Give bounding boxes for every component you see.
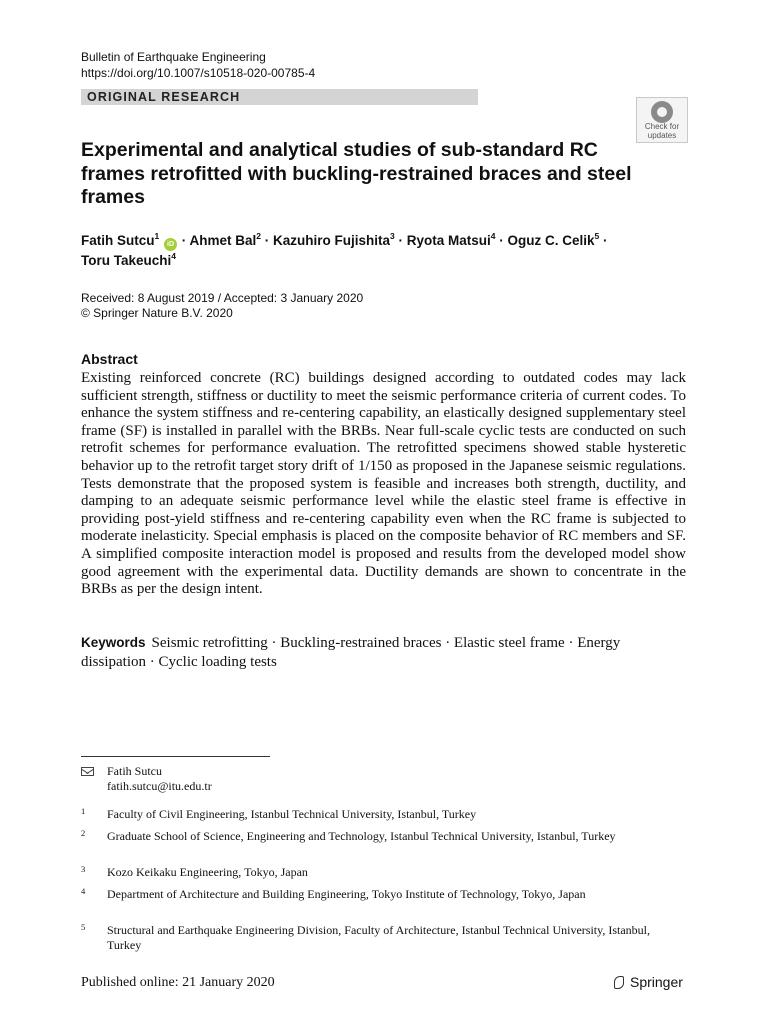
affiliation-text: Department of Architecture and Building Engineering, Tokyo Institute of Technology, Tokyo, Japan (107, 887, 586, 901)
author-name[interactable]: Oguz C. Celik (507, 233, 595, 248)
journal-name: Bulletin of Earthquake Engineering (81, 50, 266, 64)
journal-header (81, 49, 315, 81)
author-affiliation-sup: 4 (171, 251, 176, 261)
footnote-divider (81, 756, 270, 757)
received-accepted-dates: Received: 8 August 2019 / Accepted: 3 January 2020 (81, 291, 364, 305)
corresponding-author: Fatih Sutcu (107, 764, 163, 778)
affiliation-number: 5 (81, 922, 86, 932)
affiliation-text: Graduate School of Science, Engineering and Technology, Istanbul Technical University, Istanbul, Turkey (107, 829, 616, 843)
article-title: Experimental and analytical studies of sub-standard RC frames retrofitted with buckling-restrained braces and steel frames (81, 139, 632, 208)
author-name[interactable]: Toru Takeuchi (81, 253, 172, 268)
author-name[interactable]: Ahmet Bal (189, 233, 257, 248)
affiliation-text: Structural and Earthquake Engineering Division, Faculty of Architecture, Istanbul Technical University, Istanbul, Turkey (107, 923, 651, 952)
check-updates-label: Check for updates (644, 122, 680, 140)
author-separator: · (394, 233, 407, 248)
author-separator: · (495, 233, 508, 248)
envelope-icon (81, 767, 94, 776)
author-separator: · (261, 233, 273, 248)
copyright-notice: © Springer Nature B.V. 2020 (81, 306, 233, 320)
doi-link[interactable]: https://doi.org/10.1007/s10518-020-00785-4 (81, 66, 316, 80)
article-type: ORIGINAL RESEARCH (87, 90, 241, 104)
affiliation-number: 4 (81, 886, 86, 896)
author-separator: · (178, 233, 190, 248)
author-name[interactable]: Ryota Matsui (406, 233, 491, 248)
abstract-text: Existing reinforced concrete (RC) buildings designed according to outdated codes may lack sufficient strength, stiffness or ductility to meet the seismic performance criteria of current codes. To enhance the system stiffness and re-centering capability, an elastically designed supplementary steel frame (SF) is installed in parallel with the BRBs. Near full-scale cyclic tests are conducted on such retrofit schemes for performance evaluation. The retrofitted specimens showed stable hysteretic behavior up to the retrofit target story drift of 1/150 as proposed in the Japanese seismic regulations. Tests demonstrate that the proposed system is feasible and increases both strength, ductility, and damping to an adequate seismic performance level while the elastic steel frame is effective in providing post-yield stiffness and re-centering capability even when the RC frame is subjected to moderate inelasticity. Special emphasis is placed on the composite behavior of RC members and SF. A simplified composite interaction model is proposed and results from the developed model show good agreement with the experimental data. Ductility demands are shown to concentrate in the BRBs as per the design intent. (81, 370, 686, 598)
keywords-section (81, 634, 686, 671)
author-name[interactable]: Fatih Sutcu (81, 233, 155, 248)
publisher-name: Springer (630, 974, 683, 990)
abstract-heading: Abstract (81, 351, 138, 367)
affiliation-number: 3 (81, 864, 86, 874)
affiliation-number: 1 (81, 806, 86, 816)
keywords-label: Keywords (81, 635, 146, 650)
affiliation-text: Faculty of Civil Engineering, Istanbul Technical University, Istanbul, Turkey (107, 807, 477, 821)
author-affiliation-sup: 4 (490, 231, 496, 241)
article-type-banner (81, 89, 478, 105)
author-affiliation-sup: 5 (594, 231, 600, 241)
springer-horse-icon (614, 976, 624, 989)
author-affiliation-sup: 2 (256, 231, 261, 241)
author-name[interactable]: Kazuhiro Fujishita (273, 233, 391, 248)
author-affiliation-sup: 3 (390, 231, 395, 241)
author-affiliation-sup: 1 (154, 231, 160, 241)
keywords-list: Seismic retrofitting · Buckling-restrained braces · Elastic steel frame · Energy dissipation · Cyclic loading tests (81, 635, 621, 670)
author-separator: · (599, 233, 608, 248)
orcid-icon[interactable]: iD (164, 238, 177, 251)
affiliation-text: Kozo Keikaku Engineering, Tokyo, Japan (107, 865, 308, 879)
article-dates (81, 291, 363, 321)
affiliation-number: 2 (81, 828, 86, 838)
published-date: Published online: 21 January 2020 (81, 975, 275, 990)
check-updates-icon (651, 101, 673, 123)
check-for-updates-badge[interactable] (636, 97, 688, 143)
publisher-logo (614, 974, 683, 990)
author-email[interactable]: fatih.sutcu@itu.edu.tr (107, 779, 212, 793)
author-list (81, 231, 681, 271)
